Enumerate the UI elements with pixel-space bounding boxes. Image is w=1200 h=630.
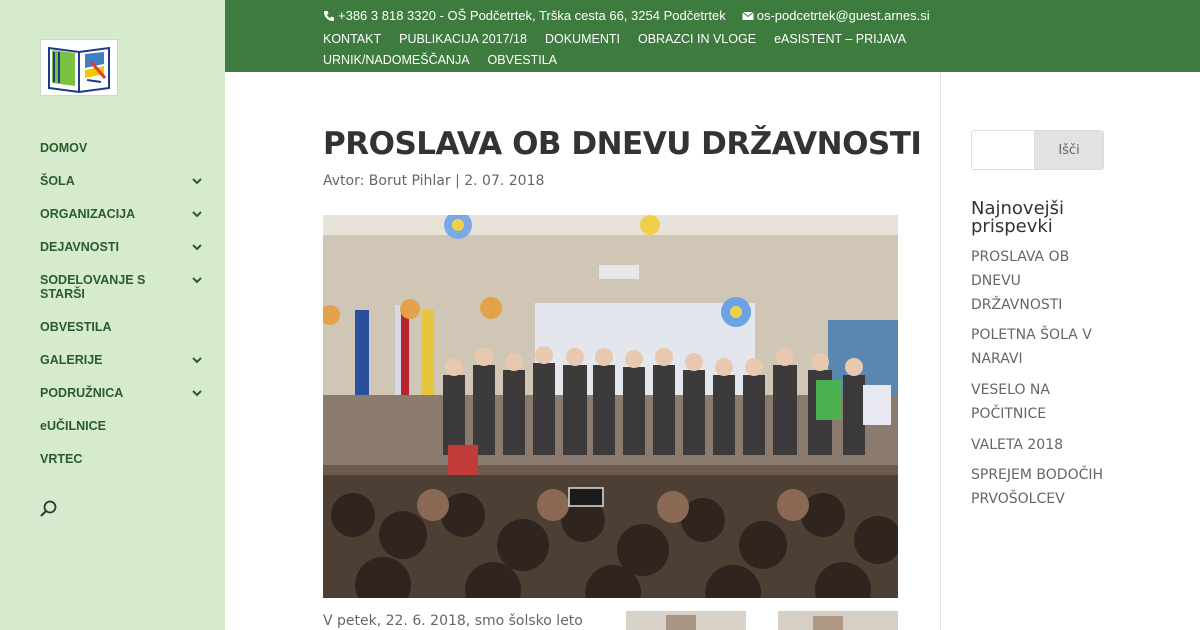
phone-icon <box>323 10 335 22</box>
thumbnail-image <box>778 611 898 630</box>
gallery-thumbnail[interactable] <box>626 611 746 630</box>
sidebar-item-podruznica[interactable] <box>40 386 210 400</box>
logo-book-icon <box>41 40 117 95</box>
recent-post-link[interactable]: VESELO NA POČITNICE <box>971 382 1050 422</box>
email-icon <box>742 10 754 22</box>
search-icon[interactable] <box>38 499 58 519</box>
top-header <box>225 0 1200 72</box>
content-divider <box>940 72 941 630</box>
chevron-down-icon[interactable] <box>190 240 204 254</box>
sidebar-item-label: DOMOV <box>40 141 88 155</box>
sidebar-item-label: ŠOLA <box>40 174 75 188</box>
search-input[interactable] <box>971 130 1035 170</box>
sidebar-item-label: SODELOVANJE S STARŠI <box>40 273 146 301</box>
sidebar-item-label: GALERIJE <box>40 353 103 367</box>
chevron-down-icon[interactable] <box>190 353 204 367</box>
sidebar-item-vrtec[interactable] <box>40 452 210 466</box>
sidebar-item-sola[interactable] <box>40 174 210 188</box>
recent-post-link[interactable]: POLETNA ŠOLA V NARAVI <box>971 327 1092 367</box>
sidebar-item-domov[interactable] <box>40 141 210 155</box>
school-logo[interactable] <box>40 39 118 96</box>
phone-address-text: +386 3 818 3320 - OŠ Podčetrtek, Trška cesta 66, 3254 Podčetrtek <box>338 8 726 23</box>
post-title: PROSLAVA OB DNEVU DRŽAVNOSTI <box>323 126 922 162</box>
sidebar-item-eucilnice[interactable] <box>40 419 210 433</box>
recent-posts-title: Najnovejši prispevki <box>971 198 1065 237</box>
sidebar-search <box>971 130 1104 170</box>
chevron-down-icon[interactable] <box>190 386 204 400</box>
recent-post-link[interactable]: PROSLAVA OB DNEVU DRŽAVNOSTI <box>971 249 1070 313</box>
left-sidebar <box>0 0 225 630</box>
email-link[interactable]: os-podcetrtek@guest.arnes.si <box>756 8 930 23</box>
top-menu <box>323 29 1063 71</box>
recent-post-link[interactable]: VALETA 2018 <box>971 437 1064 453</box>
chevron-down-icon[interactable] <box>190 273 204 287</box>
sidebar-item-label: DEJAVNOSTI <box>40 240 119 254</box>
topmenu-publikacija[interactable]: PUBLIKACIJA 2017/18 <box>399 32 527 46</box>
post-featured-image[interactable] <box>323 215 898 598</box>
gallery-thumbnail[interactable] <box>778 611 898 630</box>
chevron-down-icon[interactable] <box>190 174 204 188</box>
sidebar-item-label: PODRUŽNICA <box>40 386 124 400</box>
search-button[interactable]: Išči <box>1034 130 1104 170</box>
topmenu-easistent[interactable]: eASISTENT – PRIJAVA <box>774 32 907 46</box>
sidebar-item-label: VRTEC <box>40 452 83 466</box>
contact-info <box>323 8 930 23</box>
thumbnail-image <box>626 611 746 630</box>
post-meta: Avtor: Borut Pihlar | 2. 07. 2018 <box>323 173 545 189</box>
sidebar-item-label: eUČILNICE <box>40 419 106 433</box>
topmenu-obvestila[interactable]: OBVESTILA <box>487 53 558 67</box>
sidebar-item-dejavnosti[interactable] <box>40 240 210 254</box>
sidebar-item-organizacija[interactable] <box>40 207 210 221</box>
sidebar-item-label: OBVESTILA <box>40 320 112 334</box>
topmenu-kontakt[interactable]: KONTAKT <box>323 32 382 46</box>
sidebar-item-label: ORGANIZACIJA <box>40 207 136 221</box>
school-stage-photo <box>323 215 898 598</box>
sidebar-item-sodelovanje[interactable] <box>40 273 210 301</box>
topmenu-obrazci[interactable]: OBRAZCI IN VLOGE <box>637 32 757 46</box>
topmenu-urnik[interactable]: URNIK/NADOMEŠČANJA <box>323 53 470 67</box>
sidebar-item-obvestila[interactable] <box>40 320 210 334</box>
chevron-down-icon[interactable] <box>190 207 204 221</box>
post-excerpt: V petek, 22. 6. 2018, smo šolsko leto <box>323 613 583 629</box>
sidebar-item-galerije[interactable] <box>40 353 210 367</box>
recent-post-link[interactable]: SPREJEM BODOČIH PRVOŠOLCEV <box>971 467 1104 507</box>
topmenu-dokumenti[interactable]: DOKUMENTI <box>544 32 620 46</box>
